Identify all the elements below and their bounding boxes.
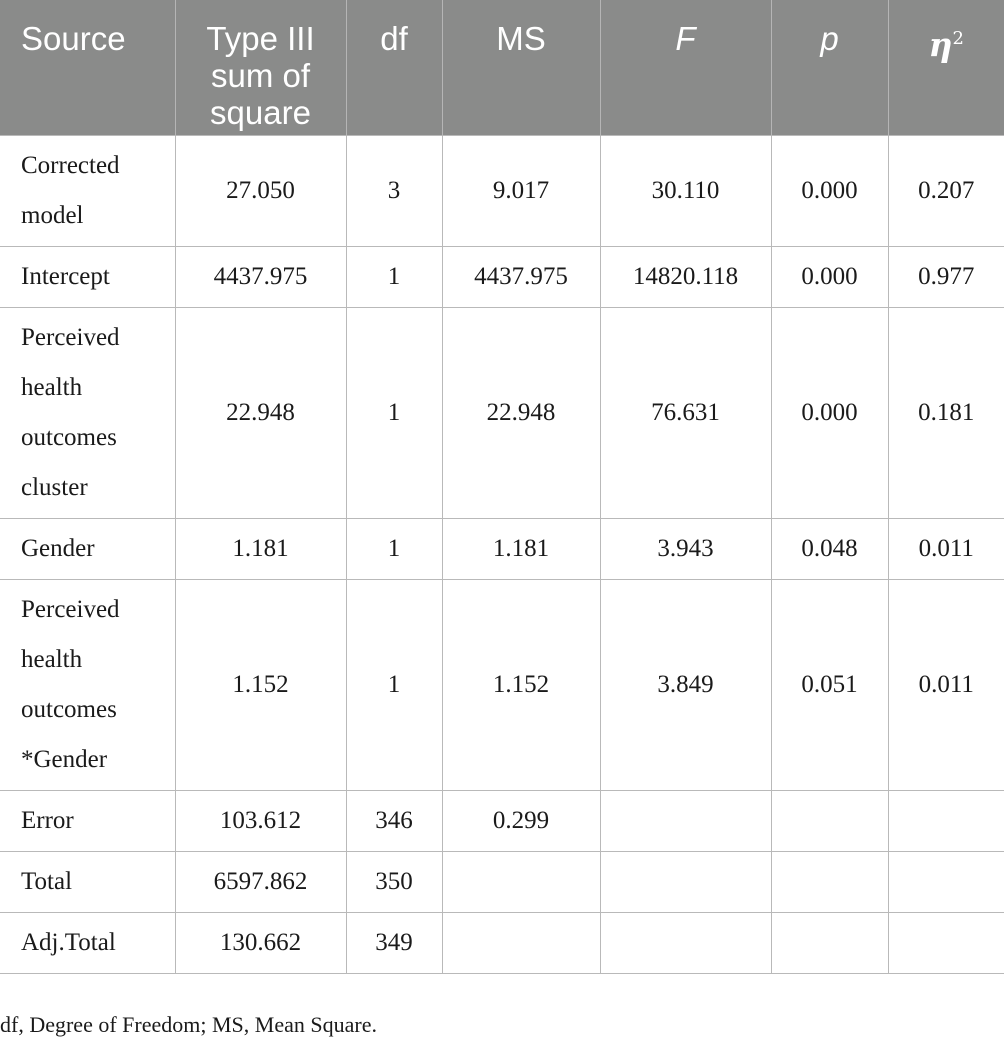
header-source: Source: [0, 0, 175, 135]
cell-p: [771, 912, 888, 973]
cell-df: 1: [346, 246, 442, 307]
eta-symbol: η: [928, 25, 953, 64]
cell-p: 0.051: [771, 579, 888, 790]
cell-sum-of-squares: 22.948: [175, 307, 346, 518]
table-row: [0, 790, 1004, 851]
cell-df: 1: [346, 579, 442, 790]
cell-f: 3.943: [600, 518, 771, 579]
cell-sum-of-squares: 6597.862: [175, 851, 346, 912]
cell-sum-of-squares: 103.612: [175, 790, 346, 851]
cell-sum-of-squares: 27.050: [175, 135, 346, 246]
cell-df: 350: [346, 851, 442, 912]
cell-ms: 9.017: [442, 135, 600, 246]
cell-p: [771, 851, 888, 912]
cell-source: Perceived health outcomes cluster: [0, 307, 175, 518]
cell-source: Gender: [0, 518, 175, 579]
cell-sum-of-squares: 1.152: [175, 579, 346, 790]
cell-f: [600, 912, 771, 973]
cell-ms: 0.299: [442, 790, 600, 851]
header-p: p: [771, 0, 888, 135]
cell-f: 76.631: [600, 307, 771, 518]
cell-df: 3: [346, 135, 442, 246]
cell-eta-squared: 0.011: [888, 518, 1004, 579]
table-row: [0, 579, 1004, 790]
cell-p: 0.048: [771, 518, 888, 579]
cell-ms: 1.181: [442, 518, 600, 579]
table-footnote: df, Degree of Freedom; MS, Mean Square.: [0, 1012, 377, 1037]
table-row: [0, 135, 1004, 246]
cell-eta-squared: [888, 912, 1004, 973]
header-row: [0, 0, 1004, 135]
cell-eta-squared: [888, 851, 1004, 912]
cell-df: 1: [346, 518, 442, 579]
cell-ms: [442, 851, 600, 912]
table-row: [0, 912, 1004, 973]
cell-eta-squared: 0.181: [888, 307, 1004, 518]
cell-f: 3.849: [600, 579, 771, 790]
table-row: [0, 307, 1004, 518]
table-header: [0, 0, 1004, 135]
cell-source: Adj.Total: [0, 912, 175, 973]
header-f: F: [600, 0, 771, 135]
cell-p: 0.000: [771, 135, 888, 246]
header-ms: MS: [442, 0, 600, 135]
cell-p: [771, 790, 888, 851]
cell-ms: 22.948: [442, 307, 600, 518]
table-row: [0, 518, 1004, 579]
header-sum-of-squares: Type III sum of square: [175, 0, 346, 135]
cell-sum-of-squares: 4437.975: [175, 246, 346, 307]
cell-f: [600, 790, 771, 851]
cell-p: 0.000: [771, 246, 888, 307]
cell-source: Error: [0, 790, 175, 851]
cell-eta-squared: 0.011: [888, 579, 1004, 790]
cell-sum-of-squares: 1.181: [175, 518, 346, 579]
table-row: [0, 851, 1004, 912]
table-row: [0, 246, 1004, 307]
cell-source: Intercept: [0, 246, 175, 307]
cell-ms: 4437.975: [442, 246, 600, 307]
cell-eta-squared: 0.977: [888, 246, 1004, 307]
cell-eta-squared: [888, 790, 1004, 851]
cell-source: Perceived health outcomes *Gender: [0, 579, 175, 790]
table-body: [0, 135, 1004, 973]
cell-source: Total: [0, 851, 175, 912]
cell-df: 1: [346, 307, 442, 518]
cell-f: 30.110: [600, 135, 771, 246]
header-df: df: [346, 0, 442, 135]
cell-p: 0.000: [771, 307, 888, 518]
cell-df: 349: [346, 912, 442, 973]
cell-df: 346: [346, 790, 442, 851]
eta-superscript: 2: [952, 28, 964, 49]
cell-source: Corrected model: [0, 135, 175, 246]
cell-ms: [442, 912, 600, 973]
cell-f: [600, 851, 771, 912]
header-eta-squared: [888, 0, 1004, 135]
cell-f: 14820.118: [600, 246, 771, 307]
cell-ms: 1.152: [442, 579, 600, 790]
cell-sum-of-squares: 130.662: [175, 912, 346, 973]
cell-eta-squared: 0.207: [888, 135, 1004, 246]
